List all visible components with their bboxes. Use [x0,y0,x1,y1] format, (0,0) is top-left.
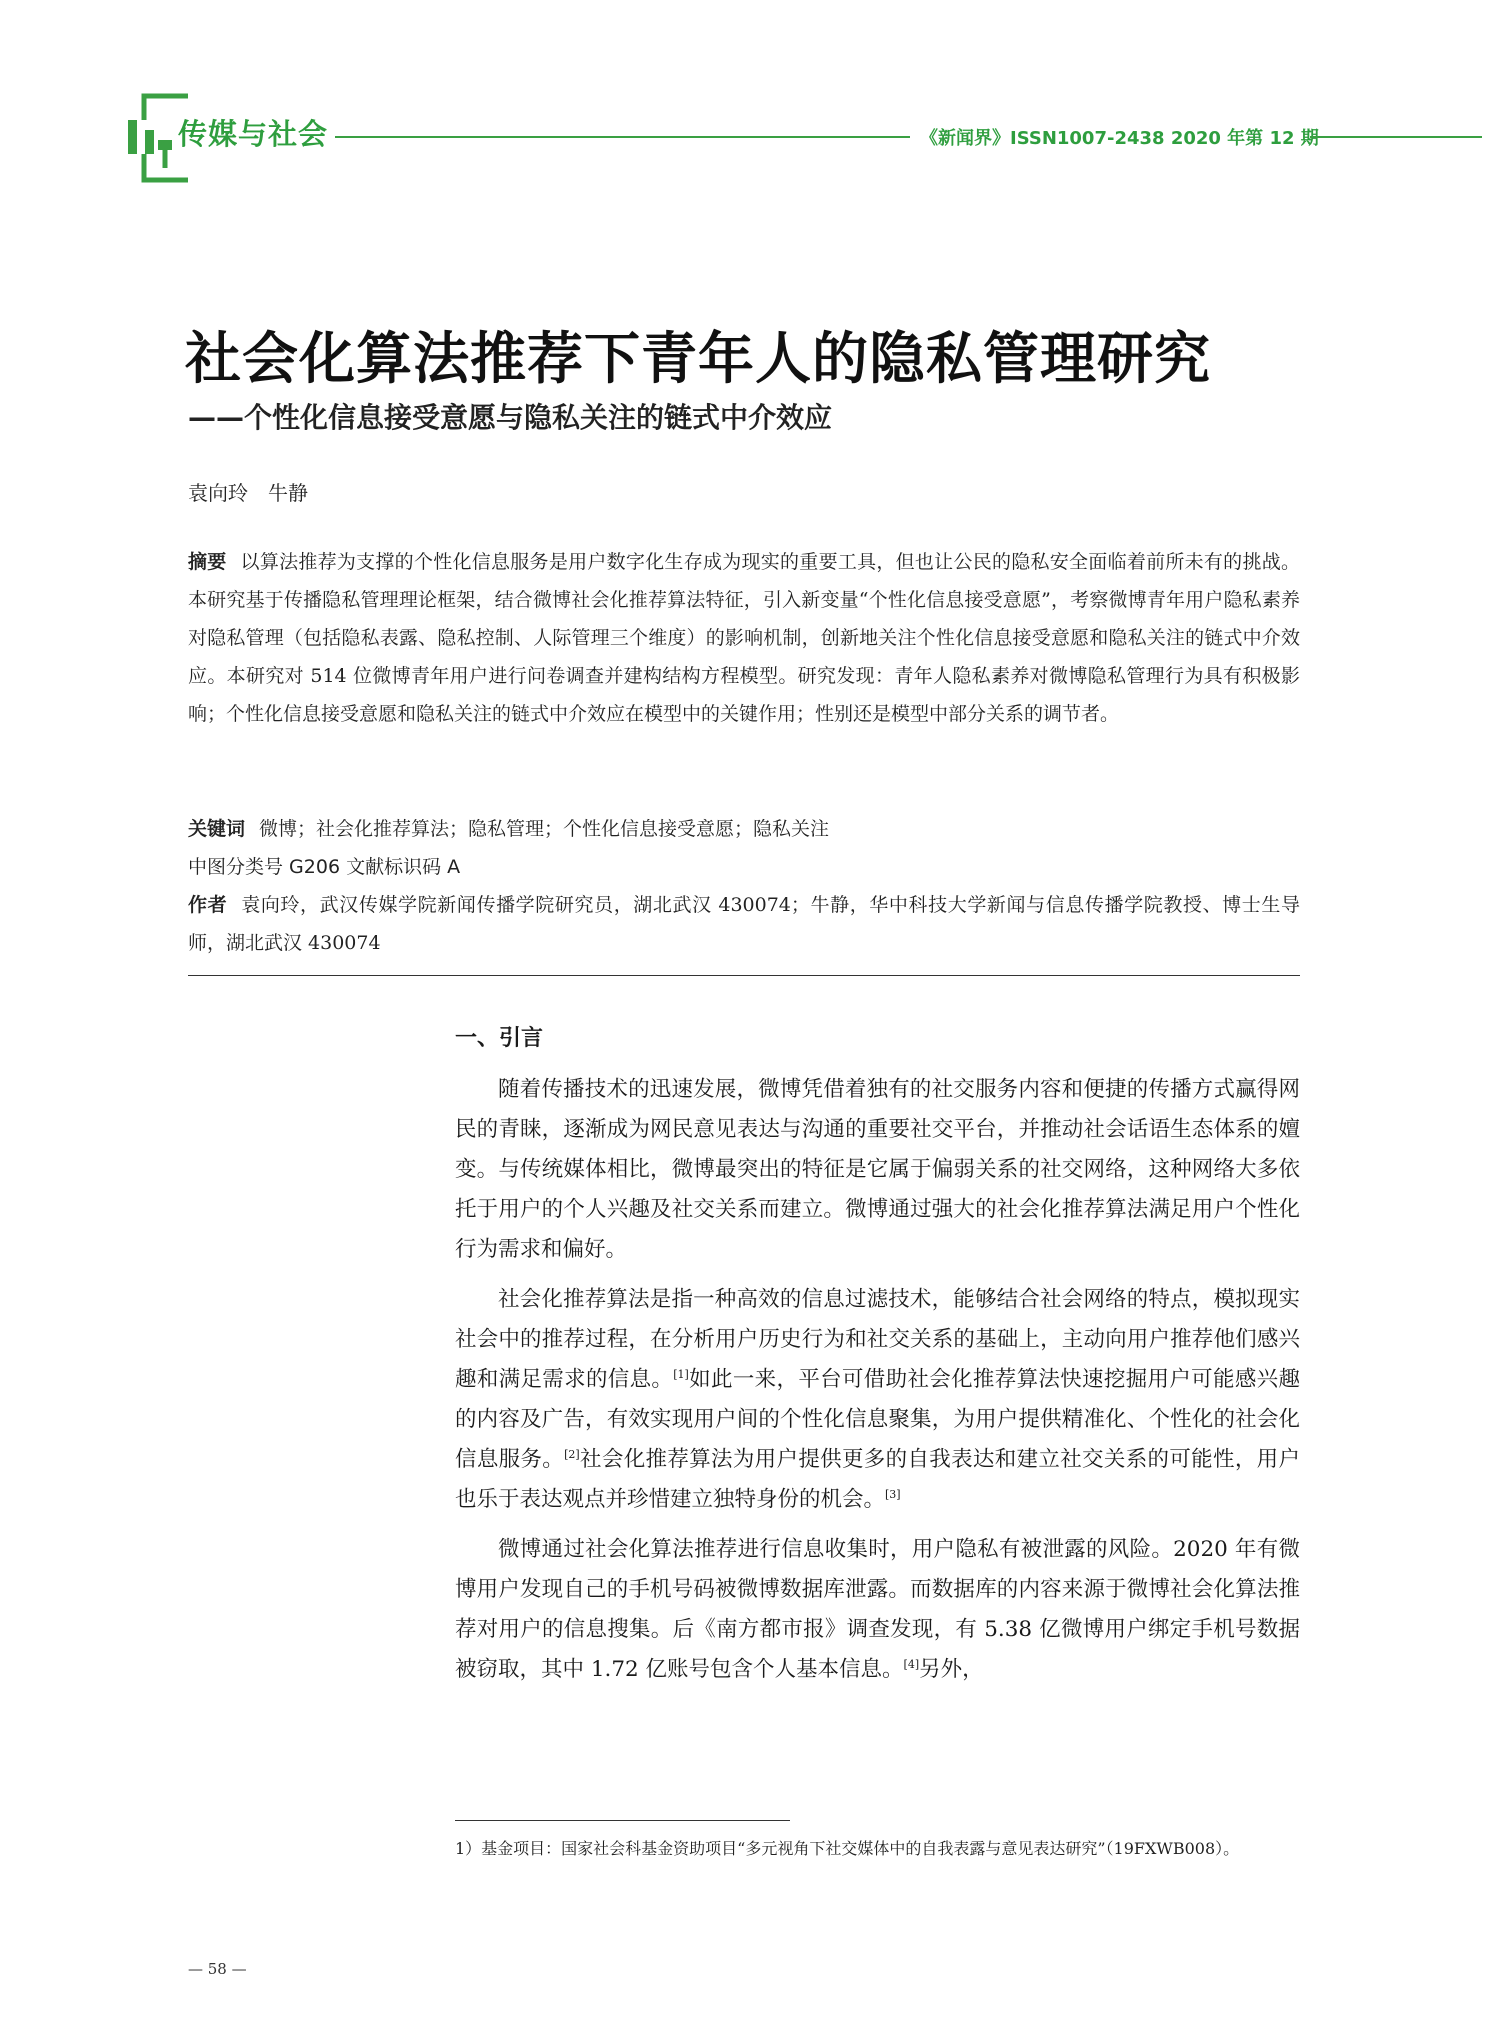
page-number: — 58 — [188,1960,247,1978]
paragraph-text: 社会化推荐算法为用户提供更多的自我表达和建立社交关系的可能性，用户也乐于表达观点并珍惜建立独特身份的机会。 [455,1447,1300,1512]
paragraph: 随着传播技术的迅速发展，微博凭借着独有的社交服务内容和便捷的传播方式赢得网民的青睐，逐渐成为网民意见表达与沟通的重要社交平台，并推动社会话语生态体系的嬗变。与传统媒体相比，微博最突出的特征是它属于偏弱关系的社交网络，这种网络大多依托于用户的个人兴趣及社交关系而建立。微博通过强大的社会化推荐算法满足用户个性化行为需求和偏好。 [455,1077,1300,1262]
keywords-label: 关键词 [188,818,246,840]
author-info [188,886,1300,962]
abstract-label: 摘要 [188,551,227,573]
authors: 袁向玲 牛静 [188,481,308,505]
paragraph-text: 微博通过社会化算法推荐进行信息收集时，用户隐私有被泄露的风险。2020 年有微博用户发现自己的手机号码被微博数据库泄露。而数据库的内容来源于微博社会化算法推荐对用户的信息搜集。后《南方都市报》调查发现，有 5.38 亿微博用户绑定手机号数据被窃取，其中 1.72 亿账号包含个人基本信息。 [455,1537,1300,1682]
citation-ref: [3] [885,1487,901,1501]
paragraph-text: 如此一来，平台可借助社会化推荐算法快速挖掘用户可能感兴趣的内容及广告，有效实现用户间的个性化信息聚集，为用户提供精准化、个性化的社会化信息服务。 [455,1367,1300,1472]
header-divider-left [335,136,910,138]
keywords-text: 微博；社会化推荐算法；隐私管理；个性化信息接受意愿；隐私关注 [259,818,830,840]
paragraph [455,1280,1300,1520]
section-heading: 一、引言 [455,1026,544,1051]
author-info-text: 袁向玲，武汉传媒学院新闻传播学院研究员，湖北武汉 430074；牛静，华中科技大学新闻与信息传播学院教授、博士生导师，湖北武汉 430074 [188,894,1300,954]
section-tag: 传媒与社会 [178,117,329,151]
classification-codes: 中图分类号 G206 文献标识码 A [188,856,461,878]
author-info-label: 作者 [188,894,228,916]
footnote-divider [455,1820,790,1821]
paragraph [455,1530,1300,1690]
journal-info: 《新闻界》ISSN1007-2438 2020 年第 12 期 [920,128,1319,149]
keywords [188,810,1300,848]
paragraph-text: 另外， [919,1657,984,1682]
citation-ref: [2] [564,1447,580,1461]
citation-ref: [1] [673,1367,689,1381]
footnote: 1）基金项目：国家社会科基金资助项目“多元视角下社交媒体中的自我表露与意见表达研究”（19FXWB008）。 [455,1839,1240,1858]
abstract-text: 以算法推荐为支撑的个性化信息服务是用户数字化生存成为现实的重要工具，但也让公民的隐私安全面临着前所未有的挑战。本研究基于传播隐私管理理论框架，结合微博社会化推荐算法特征，引入新变量“个性化信息接受意愿”，考察微博青年用户隐私素养对隐私管理（包括隐私表露、隐私控制、人际管理三个维度）的影响机制，创新地关注个性化信息接受意愿和隐私关注的链式中介效应。本研究对 514 位微博青年用户进行问卷调查并建构结构方程模型。研究发现：青年人隐私素养对微博隐私管理行为具有积极影响；个性化信息接受意愿和隐私关注的链式中介效应在模型中的关键作用；性别还是模型中部分关系的调节者。 [188,551,1300,725]
citation-ref: [4] [903,1657,920,1671]
body-column [455,1020,1300,1700]
header-divider-right [1310,136,1482,138]
abstract-divider [188,975,1300,976]
abstract [188,543,1300,733]
article-title: 社会化算法推荐下青年人的隐私管理研究 [185,327,1211,392]
paragraph-text: 社会化推荐算法是指一种高效的信息过滤技术，能够结合社会网络的特点，模拟现实社会中的推荐过程，在分析用户历史行为和社交关系的基础上，主动向用户推荐他们感兴趣和满足需求的信息。 [455,1287,1300,1392]
article-subtitle: ——个性化信息接受意愿与隐私关注的链式中介效应 [188,401,833,434]
